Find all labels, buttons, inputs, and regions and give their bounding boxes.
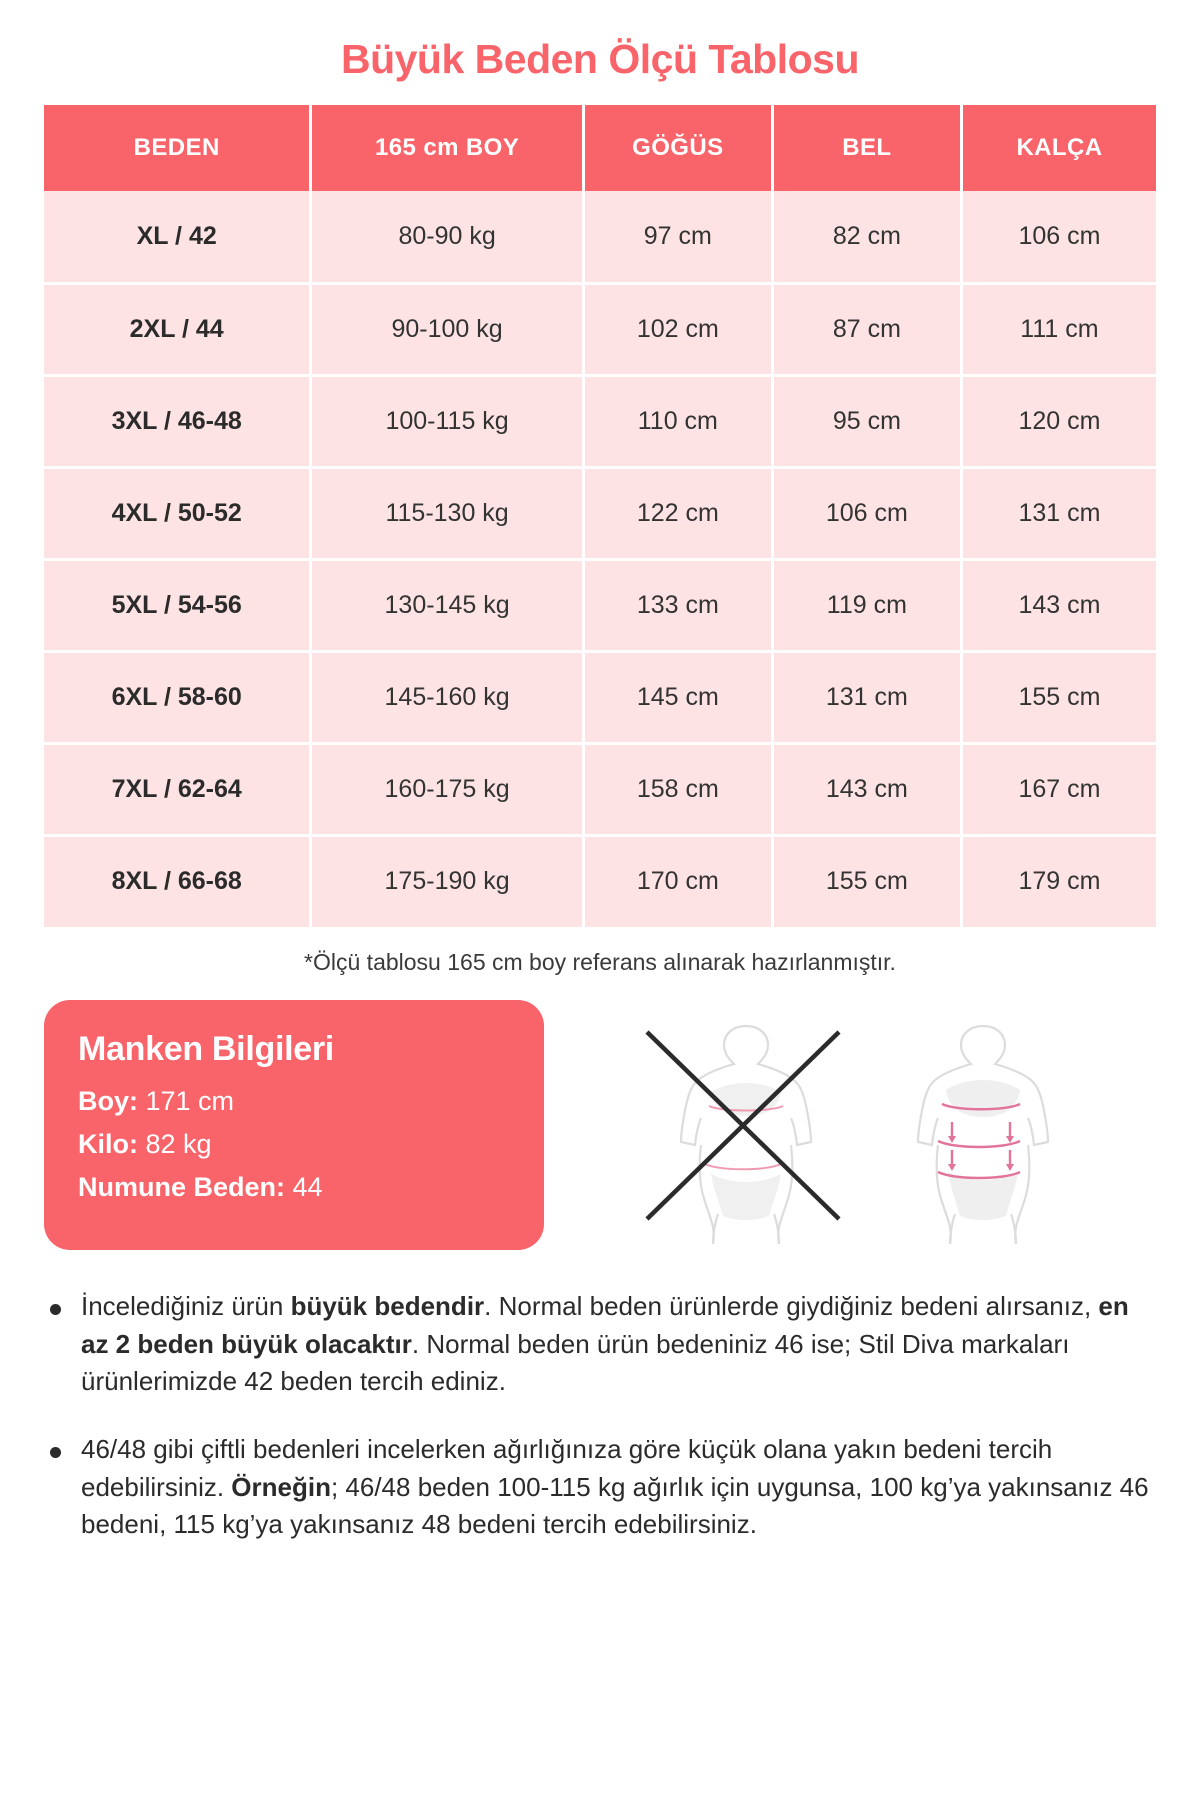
list-item (44, 1431, 1156, 1544)
table-cell-size: 2XL / 44 (44, 283, 311, 375)
table-cell-value: 179 cm (961, 835, 1156, 927)
model-info-line (78, 1128, 510, 1162)
table-cell-size: 7XL / 62-64 (44, 743, 311, 835)
table-header-cell: BEDEN (44, 105, 311, 191)
table-cell-value: 90-100 kg (311, 283, 583, 375)
correct-measure-figure (876, 1014, 1091, 1244)
table-row (44, 191, 1156, 283)
table-cell-size: XL / 42 (44, 191, 311, 283)
table-header-cell: GÖĞÜS (583, 105, 772, 191)
table-cell-value: 145-160 kg (311, 651, 583, 743)
table-cell-value: 87 cm (772, 283, 961, 375)
model-info-line (78, 1085, 510, 1119)
table-row (44, 467, 1156, 559)
model-info-label: Boy: (78, 1086, 146, 1116)
model-info-label: Kilo: (78, 1128, 146, 1159)
size-table-wrap (44, 105, 1156, 927)
table-cell-value: 131 cm (961, 467, 1156, 559)
table-cell-value: 160-175 kg (311, 743, 583, 835)
model-info-value: 44 (292, 1171, 323, 1202)
table-header-cell: 165 cm BOY (311, 105, 583, 191)
table-row (44, 743, 1156, 835)
correct-measure-illustration (876, 1014, 1091, 1244)
table-cell-value: 155 cm (961, 651, 1156, 743)
table-header-row (44, 105, 1156, 191)
table-note: *Ölçü tablosu 165 cm boy referans alınarak hazırlanmıştır. (304, 949, 896, 975)
table-cell-value: 95 cm (772, 375, 961, 467)
table-header-cell: BEL (772, 105, 961, 191)
table-cell-value: 167 cm (961, 743, 1156, 835)
table-cell-value: 82 cm (772, 191, 961, 283)
table-cell-value: 143 cm (961, 559, 1156, 651)
model-and-figures-row (44, 1000, 1156, 1250)
table-cell-value: 80-90 kg (311, 191, 583, 283)
table-cell-value: 170 cm (583, 835, 772, 927)
table-cell-value: 143 cm (772, 743, 961, 835)
table-row (44, 559, 1156, 651)
table-cell-value: 155 cm (772, 835, 961, 927)
table-row (44, 651, 1156, 743)
list-item (44, 1288, 1156, 1401)
table-row (44, 283, 1156, 375)
bullet-dot-icon (50, 1447, 61, 1458)
table-cell-value: 158 cm (583, 743, 772, 835)
table-cell-value: 102 cm (583, 283, 772, 375)
wrong-measure-figure (639, 1014, 854, 1244)
table-cell-value: 131 cm (772, 651, 961, 743)
table-cell-value: 97 cm (583, 191, 772, 283)
table-cell-value: 175-190 kg (311, 835, 583, 927)
notes-list (44, 1288, 1156, 1544)
model-info-value: 82 kg (145, 1128, 212, 1159)
table-cell-value: 130-145 kg (311, 559, 583, 651)
table-cell-value: 106 cm (961, 191, 1156, 283)
table-cell-size: 3XL / 46-48 (44, 375, 311, 467)
page-title: Büyük Beden Ölçü Tablosu (340, 36, 860, 82)
list-item-text: 46/48 gibi çiftli bedenleri incelerken ağırlığınıza göre küçük olana yakın bedeni tercih edebilirsiniz. Örneğin; 46/48 beden 100-115 kg ağırlık için uygunsa, 100 kg’ya yakınsanız 46 bedeni, 115 kg’ya yakınsanız 48 bedeni tercih edebilirsiniz. (81, 1434, 1149, 1540)
table-cell-value: 115-130 kg (311, 467, 583, 559)
model-info-heading: Manken Bilgileri (78, 1030, 334, 1068)
bullet-dot-icon (50, 1304, 61, 1315)
size-table (44, 105, 1156, 927)
model-info-label: Numune Beden: (78, 1171, 293, 1202)
model-info-line (78, 1171, 510, 1205)
model-info-card (44, 1000, 544, 1250)
table-cell-size: 6XL / 58-60 (44, 651, 311, 743)
table-cell-size: 5XL / 54-56 (44, 559, 311, 651)
size-table-head (44, 105, 1156, 191)
table-row (44, 835, 1156, 927)
table-cell-value: 122 cm (583, 467, 772, 559)
table-cell-value: 145 cm (583, 651, 772, 743)
size-table-body (44, 191, 1156, 927)
table-cell-value: 120 cm (961, 375, 1156, 467)
table-header-cell: KALÇA (961, 105, 1156, 191)
table-cell-value: 100-115 kg (311, 375, 583, 467)
table-cell-size: 4XL / 50-52 (44, 467, 311, 559)
table-row (44, 375, 1156, 467)
table-cell-value: 119 cm (772, 559, 961, 651)
model-info-rows (78, 1085, 510, 1204)
wrong-measure-illustration (639, 1014, 854, 1244)
table-cell-value: 111 cm (961, 283, 1156, 375)
table-cell-value: 106 cm (772, 467, 961, 559)
table-cell-value: 133 cm (583, 559, 772, 651)
list-item-text: İncelediğiniz ürün büyük bedendir. Normal beden ürünlerde giydiğiniz bedeni alırsanız, en az 2 beden büyük olacaktır. Normal beden ürün bedeniniz 46 ise; Stil Diva markaları ürünlerimizde 42 beden tercih ediniz. (81, 1291, 1129, 1397)
model-info-value: 171 cm (145, 1086, 235, 1116)
table-cell-size: 8XL / 66-68 (44, 835, 311, 927)
table-cell-value: 110 cm (583, 375, 772, 467)
measure-figures (544, 1000, 1156, 1244)
